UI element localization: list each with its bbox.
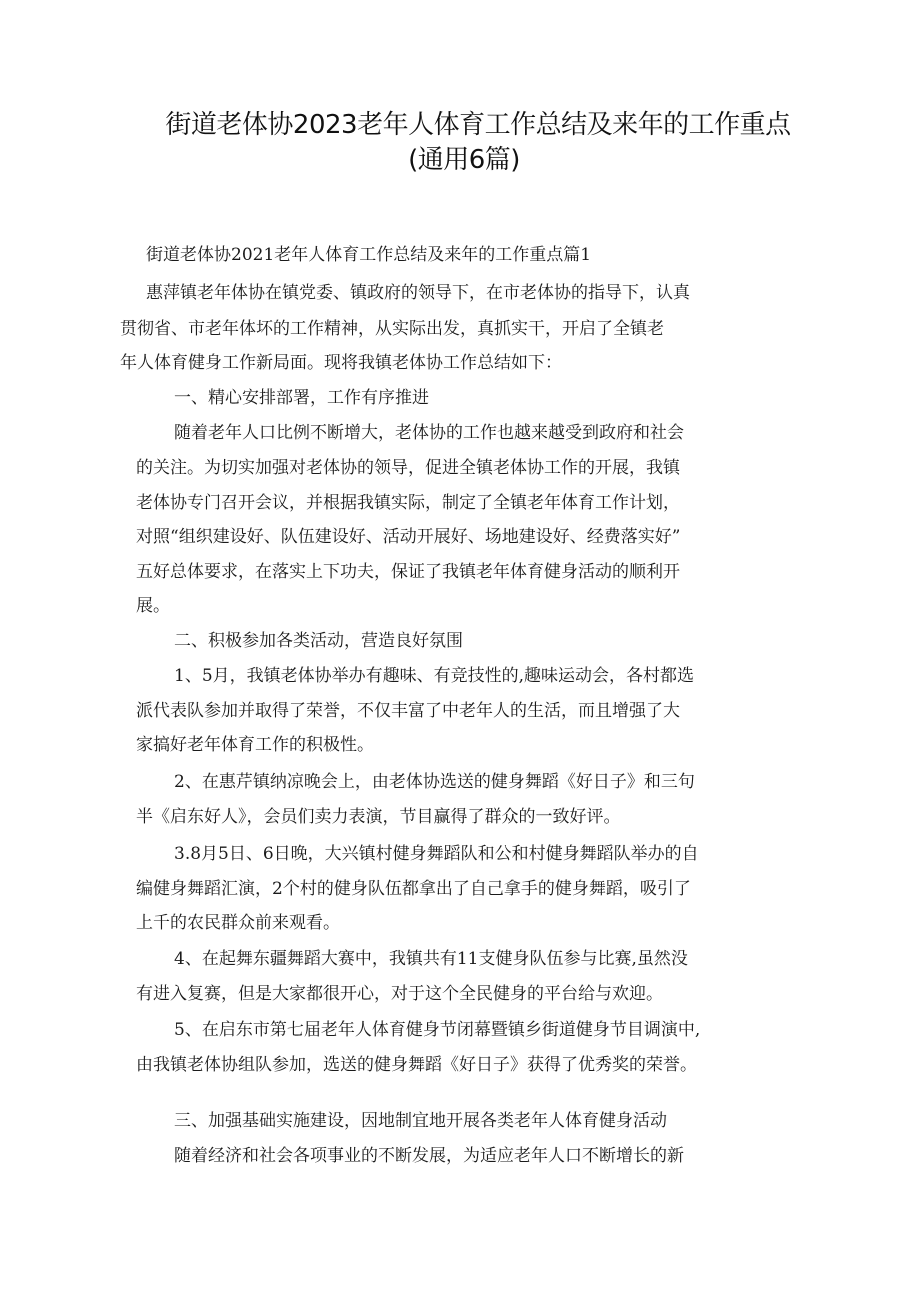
paragraph-line: 4、在起舞东疆舞蹈大赛中，我镇共有11支健身队伍参与比赛,虽然没 <box>174 949 688 969</box>
paragraph-line: 派代表队参加并取得了荣誉，不仅丰富了中老年人的生活，而且增强了大 <box>136 701 680 721</box>
paragraph-line: 贯彻省、市老年体坏的工作精神，从实际出发，真抓实干，开启了全镇老 <box>120 319 664 339</box>
paragraph-line: 年人体育健身工作新局面。现将我镇老体协工作总结如下： <box>120 353 562 373</box>
subheading: 三、加强基础实施建设，因地制宜地开展各类老年人体育健身活动 <box>174 1111 667 1131</box>
paragraph-line: 家搞好老年体育工作的积极性。 <box>136 735 374 755</box>
paragraph-line: 惠萍镇老年体协在镇党委、镇政府的领导下，在市老体协的指导下，认真 <box>146 283 690 303</box>
subheading: 二、积极参加各类活动，营造良好氛围 <box>174 631 463 651</box>
paragraph-line: 的关注。为切实加强对老体协的领导，促进全镇老体协工作的开展，我镇 <box>136 458 680 478</box>
subheading: 一、精心安排部署，工作有序推进 <box>174 388 429 408</box>
paragraph-line: 老体协专门召开会议，并根据我镇实际，制定了全镇老年体育工作计划， <box>136 493 680 513</box>
section-heading: 街道老体协2021老年人体育工作总结及来年的工作重点篇1 <box>146 245 592 265</box>
paragraph-line: 3.8月5日、6日晚，大兴镇村健身舞蹈队和公和村健身舞蹈队举办的自 <box>174 844 699 864</box>
document-title-line-1: 街道老体协2023老年人体育工作总结及来年的工作重点 <box>165 110 791 140</box>
paragraph-line: 五好总体要求，在落实上下功夫，保证了我镇老年体育健身活动的顺利开 <box>136 562 680 582</box>
paragraph-line: 2、在惠芹镇纳凉晚会上，由老体协选送的健身舞蹈《好日子》和三句 <box>174 772 695 792</box>
document-title-line-2: (通用6篇) <box>408 145 520 175</box>
paragraph-line: 1、5月，我镇老体协举办有趣味、有竞技性的,趣味运动会，各村都选 <box>174 666 695 686</box>
paragraph-line: 有进入复赛，但是大家都很开心，对于这个全民健身的平台给与欢迎。 <box>136 984 663 1004</box>
paragraph-line: 对照“组织建设好、队伍建设好、活动开展好、场地建设好、经费落实好” <box>136 527 681 547</box>
paragraph-line: 随着老年人口比例不断增大，老体协的工作也越来越受到政府和社会 <box>174 423 684 443</box>
paragraph-line: 编健身舞蹈汇演，2个村的健身队伍都拿出了自己拿手的健身舞蹈，吸引了 <box>136 879 691 899</box>
paragraph-line: 由我镇老体协组队参加，选送的健身舞蹈《好日子》获得了优秀奖的荣誉。 <box>136 1055 697 1075</box>
paragraph-line: 上千的农民群众前来观看。 <box>136 913 340 933</box>
paragraph-line: 半《启东好人》，会员们卖力表演，节目赢得了群众的一致好评。 <box>136 807 621 827</box>
paragraph-line: 展。 <box>136 596 170 616</box>
paragraph-line: 5、在启东市第七届老年人体育健身节闭幕暨镇乡街道健身节目调演中, <box>174 1020 701 1040</box>
paragraph-line: 随着经济和社会各项事业的不断发展，为适应老年人口不断增长的新 <box>174 1146 684 1166</box>
